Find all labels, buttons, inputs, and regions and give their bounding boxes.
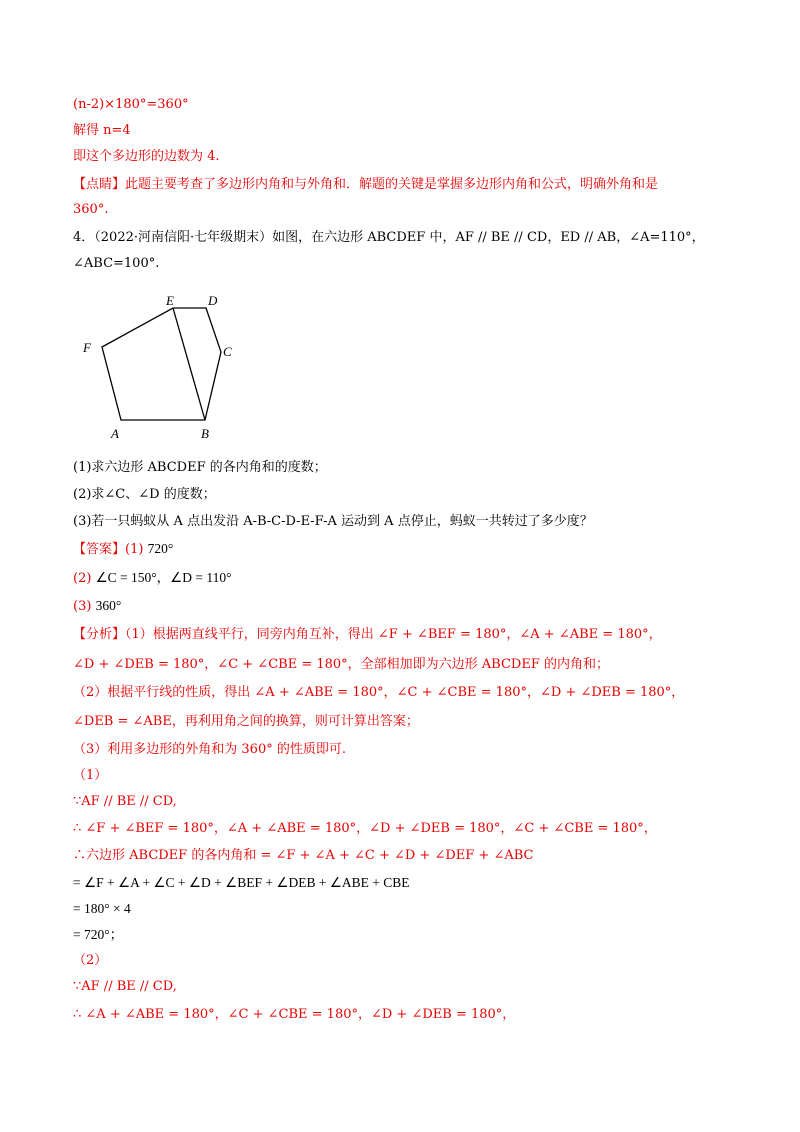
answer-value: ∠C = 150°，∠D = 110° [95,570,232,585]
solution-line: ∴ ∠A + ∠ABE = 180°，∠C + ∠CBE = 180°，∠D + ∠DEB = 180°， [73,1007,516,1022]
answer-value: 360° [95,598,122,613]
vertex-label-e: E [166,293,174,308]
answer-2 [73,569,232,588]
vertex-label-a: A [111,426,119,440]
analysis-line: ∠D + ∠DEB = 180°，∠C + ∠CBE = 180°，全部相加即为六边形 ABCDEF 的内角和； [73,657,609,672]
question-4-stem: 4．（2022·河南信阳·七年级期末）如图，在六边形 ABCDEF 中，AF // BE // CD，ED // AB，∠A=110°， [73,230,705,245]
analysis-line: （3）利用多边形的外角和为 360° 的性质即可. [73,742,346,757]
conclusion-line: 即这个多边形的边数为 4. [73,149,220,164]
solution-line: ∴ ∠F + ∠BEF = 180°，∠A + ∠ABE = 180°，∠D + ∠DEB = 180°，∠C + ∠CBE = 180°， [73,821,657,836]
comment-line-cont: 360°. [73,202,109,217]
solution-part-1: （1） [73,768,108,783]
comment-line: 【点睛】此题主要考查了多边形内角和与外角和．解题的关键是掌握多边形内角和公式，明确外角和是 [73,177,659,192]
answer-label: 【答案】(1) [73,542,144,557]
solution-line: ∴六边形 ABCDEF 的各内角和 = ∠F + ∠A + ∠C + ∠D + ∠DEF + ∠ABC [73,848,534,863]
solution-line: ∵AF // BE // CD, [73,979,177,994]
solution-line: = 180° × 4 [73,901,131,916]
segment-be [173,308,205,420]
solution-line: = ∠F + ∠A + ∠C + ∠D + ∠BEF + ∠DEB + ∠ABE + CBE [73,875,410,890]
analysis-line: （2）根据平行线的性质，得出 ∠A + ∠ABE = 180°，∠C + ∠CBE = 180°，∠D + ∠DEB = 180°， [73,685,685,700]
hexagon-figure [75,288,245,440]
solution-line: 解得 n=4 [73,123,131,138]
solution-line: ∵AF // BE // CD, [73,794,177,809]
answer-3 [73,597,121,616]
sub-question-3: (3)若一只蚂蚁从 A 点出发沿 A-B-C-D-E-F-A 运动到 A 点停止，蚂蚁一共转过了多少度？ [73,514,593,529]
hexagon-outline [102,308,221,420]
analysis-line: ∠DEB = ∠ABE，再利用角之间的换算，则可计算出答案； [73,714,419,729]
sub-question-1: (1)求六边形 ABCDEF 的各内角和的度数； [73,460,327,475]
equation-line: (n-2)×180°=360° [73,97,189,112]
solution-line: = 720°； [73,927,124,942]
question-4-stem-cont: ∠ABC=100°. [73,256,160,271]
solution-part-2: （2） [73,953,108,968]
vertex-label-c: C [223,344,232,359]
vertex-label-b: B [201,426,209,440]
sub-question-2: (2)求∠C、∠D 的度数； [73,487,216,502]
answer-1 [73,540,173,559]
vertex-label-d: D [208,293,218,308]
answer-label: (3) [73,599,92,614]
analysis-line: 【分析】（1）根据两直线平行，同旁内角互补，得出 ∠F + ∠BEF = 180°，∠A + ∠ABE = 180°， [73,627,662,642]
answer-value: 720° [147,541,174,556]
answer-label: (2) [73,571,92,586]
vertex-label-f: F [83,340,91,355]
